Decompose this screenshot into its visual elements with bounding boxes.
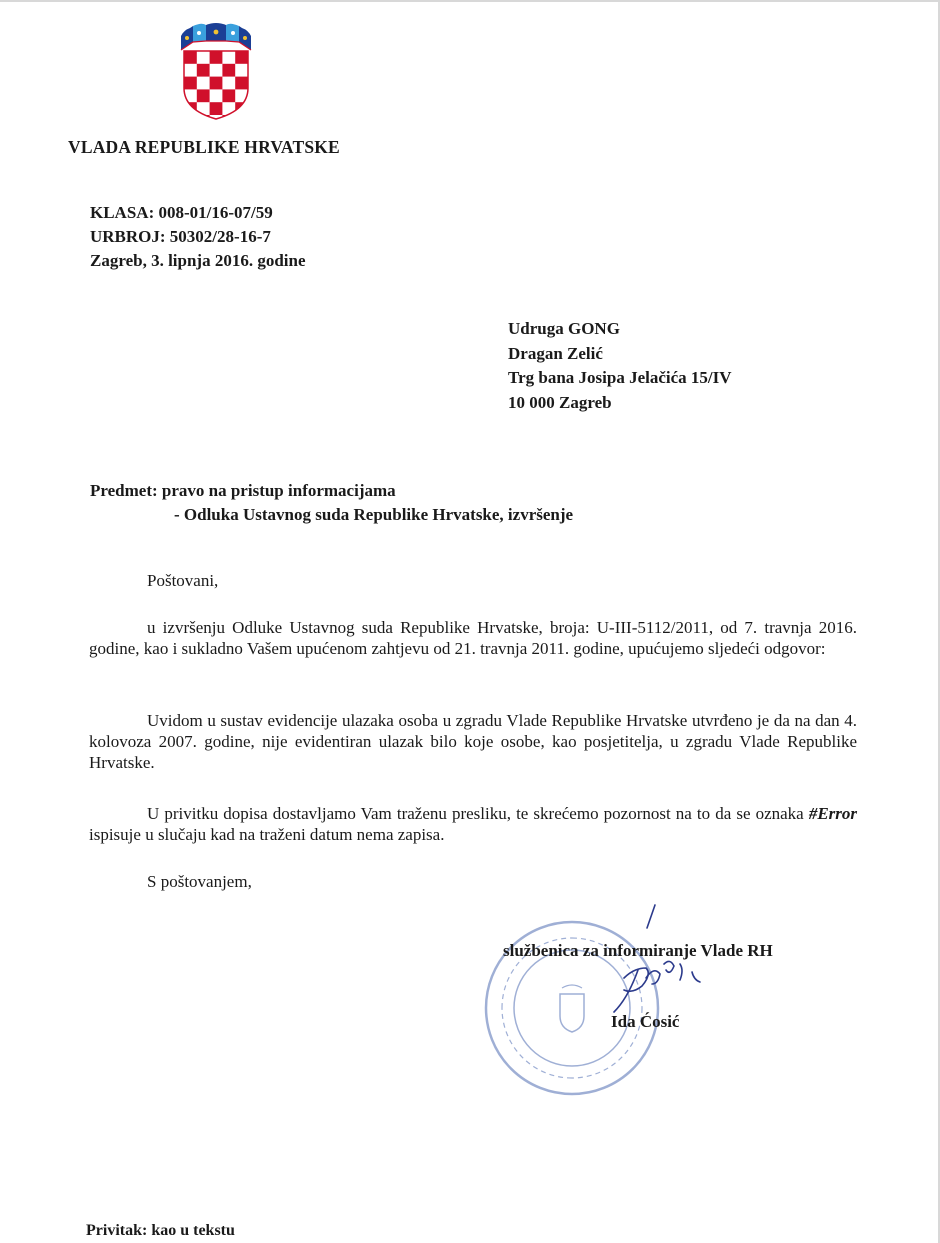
paragraph-3	[89, 803, 857, 845]
document-meta	[90, 201, 306, 273]
recipient-address	[508, 317, 732, 415]
paragraph-3-text-b: ispisuje u slučaju kad na traženi datum nema zapisa.	[89, 825, 445, 844]
page-edge-top	[0, 0, 940, 2]
coat-of-arms-icon	[178, 22, 254, 120]
greeting: Poštovani,	[147, 571, 219, 590]
recipient-street: Trg bana Josipa Jelačića 15/IV	[508, 368, 732, 387]
subject-line-2: - Odluka Ustavnog suda Republike Hrvatske, izvršenje	[174, 505, 574, 524]
handwritten-signature-icon	[600, 900, 710, 1020]
signatory-name: Ida Ćosić	[611, 1012, 680, 1031]
signatory-title: službenica za informiranje Vlade RH	[503, 941, 773, 960]
klasa-number: KLASA: 008-01/16-07/59	[90, 203, 273, 222]
paragraph-1: u izvršenju Odluke Ustavnog suda Republike Hrvatske, broja: U-III-5112/2011, od 7. travnja 2016. godine, kao i sukladno Vašem upućenom zahtjevu od 21. travnja 2011. godine, upućujemo sljedeći odgovor:	[89, 618, 857, 658]
place-date: Zagreb, 3. lipnja 2016. godine	[90, 251, 306, 270]
paragraph-2: Uvidom u sustav evidencije ulazaka osoba u zgradu Vlade Republike Hrvatske utvrđeno je da na dan 4. kolovoza 2007. godine, nije evidentiran ulazak bilo koje osobe, kao posjetitelja, u zgradu Vlade Republike Hrvatske.	[89, 711, 857, 772]
recipient-person: Dragan Zelić	[508, 343, 603, 363]
closing: S poštovanjem,	[147, 872, 252, 891]
paragraph-3-text-a: U privitku dopisa dostavljamo Vam traženu presliku, te skrećemo pozornost na to da se oznaka	[147, 804, 809, 823]
subject-line-1: Predmet: pravo na pristup informacijama	[90, 481, 396, 500]
error-marker: #Error	[808, 804, 857, 823]
urbroj-number: URBROJ: 50302/28-16-7	[90, 227, 271, 246]
subject-block	[90, 479, 573, 527]
recipient-org: Udruga GONG	[508, 319, 620, 338]
recipient-city: 10 000 Zagreb	[508, 392, 612, 412]
government-name: VLADA REPUBLIKE HRVATSKE	[68, 137, 340, 157]
enclosure-note: Privitak: kao u tekstu	[86, 1222, 235, 1239]
